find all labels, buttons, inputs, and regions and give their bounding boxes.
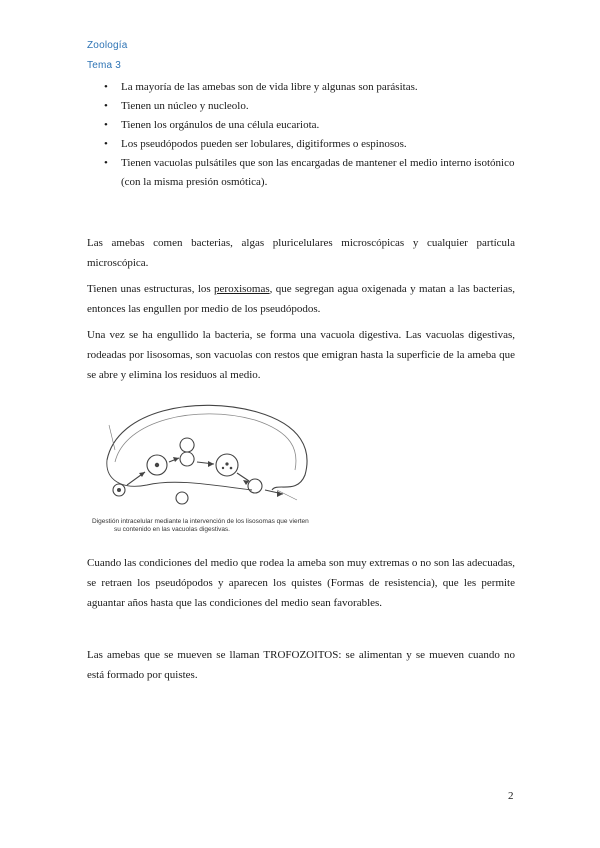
- paragraph-peroxisomes: Tienen unas estructuras, los peroxisomas, que segregan agua oxigenada y matan a las bacterias, entonces las engullen por medio de los pseudópodos.: [87, 283, 515, 315]
- lysosome: [176, 492, 188, 504]
- paragraph-cysts: Cuando las condiciones del medio que rodea la ameba son muy extremas o no son las adecuadas, se retraen los pseudópodos y aparecen los quistes (Formas de resistencia), que les permite aguantar años hasta que las condiciones del medio sean favorables.: [87, 557, 515, 609]
- bullet-item: • Tienen los orgánulos de una célula eucariota.: [100, 116, 520, 135]
- arrow: [237, 473, 249, 481]
- bullet-item: • Los pseudópodos pueden ser lobulares, digitiformes o espinosos.: [100, 135, 520, 154]
- bullet-dot: •: [104, 157, 108, 169]
- paragraph-digestion: Una vez se ha engullido la bacteria, se forma una vacuola digestiva. Las vacuolas digestivas, rodeadas por lisosomas, son vacuolas con restos que emigran hasta la superficie de la ameba que se abre y elimina los residuos al medio.: [87, 329, 515, 381]
- vacuole-exocytosis: [248, 479, 262, 493]
- bullet-dot: •: [104, 138, 108, 150]
- paragraph-trophozoites: Las amebas que se mueven se llaman TROFOZOITOS: se alimentan y se mueven cuando no está formado por quistes.: [87, 649, 515, 681]
- header-topic: Tema 3: [87, 60, 121, 71]
- bullet-dot: •: [104, 119, 108, 131]
- vacuole-fusion: [180, 438, 194, 466]
- page-number: 2: [508, 790, 514, 802]
- bullet-dot: •: [104, 100, 108, 112]
- bullet-list: [100, 78, 520, 192]
- ameba-membrane-inner: [115, 414, 296, 470]
- bullet-item: • Tienen vacuolas pulsátiles que son las encargadas de mantener el medio interno isotónico (con la misma presión osmótica).: [100, 154, 520, 192]
- figure-caption: Digestión intracelular mediante la intervención de los lisosomas que vierten su contenido en las vacuolas digestivas.: [92, 518, 309, 533]
- bullet-item: • La mayoría de las amebas son de vida libre y algunas son parásitas.: [100, 78, 520, 97]
- bullet-item: • Tienen un núcleo y nucleolo.: [100, 97, 520, 116]
- header-subject: Zoología: [87, 40, 128, 51]
- bullet-dot: •: [104, 81, 108, 93]
- paragraph-food: Las amebas comen bacterias, algas pluricelulares microscópicas y cualquier partícula microscópica.: [87, 237, 515, 269]
- peroxisomas-term: peroxisomas: [214, 283, 270, 295]
